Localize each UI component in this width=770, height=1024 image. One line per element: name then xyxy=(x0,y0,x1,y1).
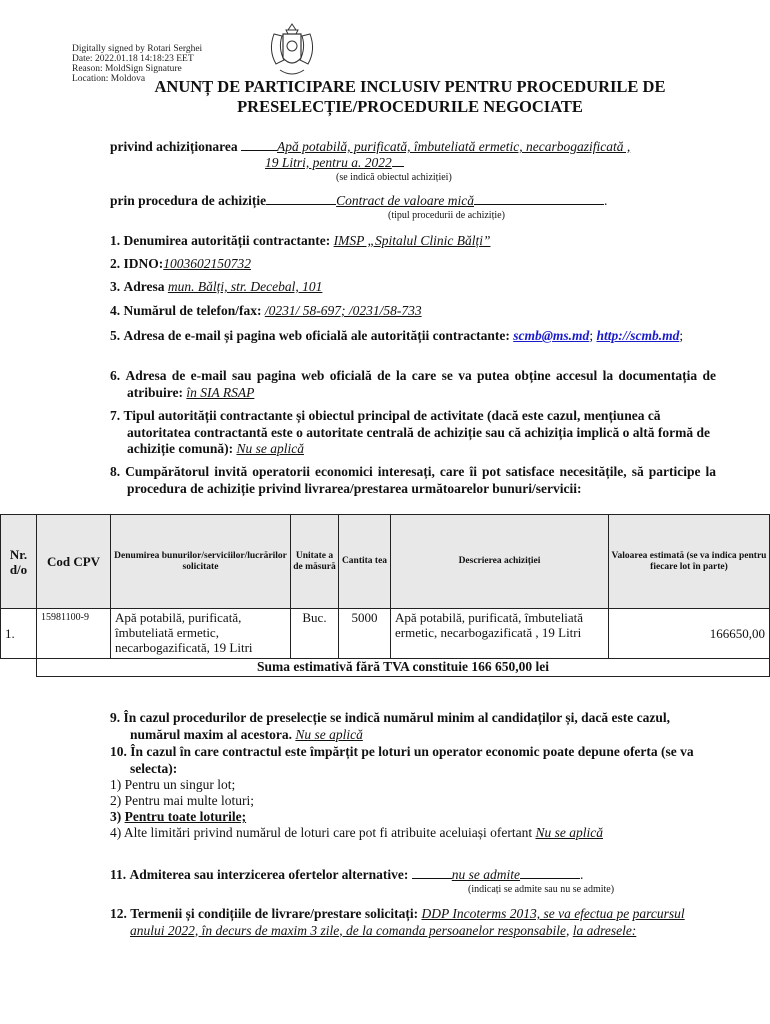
cell-valoare: 166650,00 xyxy=(609,609,770,659)
item-4 xyxy=(110,303,716,320)
item-number: 12. xyxy=(110,906,127,921)
header-cpv: Cod CPV xyxy=(37,515,111,609)
item-11-hint: (indicați se admite sau nu se admite) xyxy=(468,884,615,895)
item-label: Adresa de e-mail sau pagina web oficială de la care se va putea obține accesul la documentația de atribuire: xyxy=(125,368,716,400)
item-12 xyxy=(110,906,716,939)
blank-line xyxy=(520,878,580,879)
item-value: 1003602150732 xyxy=(163,256,251,271)
item-value: mun. Bălți, str. Decebal, 101 xyxy=(167,279,323,294)
email-link[interactable]: scmb@ms.md xyxy=(513,328,590,343)
item-label: În cazul în care contractul este împărțit pe loturi un operator economic poate depune oferta (se va selecta): xyxy=(130,744,694,776)
signature-line: Reason: MoldSign Signature xyxy=(72,64,182,74)
item-value: IMSP „Spitalul Clinic Bălți” xyxy=(333,233,491,248)
lot-option-2: 2) Pentru mai multe loturi; xyxy=(110,793,254,808)
cell-nr: 1. xyxy=(1,609,37,659)
item-value: Nu se aplică xyxy=(295,726,363,742)
item-label: Adresa de e-mail și pagina web oficială ale autorității contractante: xyxy=(123,328,510,343)
item-number: 6. xyxy=(110,368,121,383)
empty-cell xyxy=(1,659,37,677)
item-label: IDNO: xyxy=(123,256,164,271)
privind-row-2 xyxy=(265,155,404,171)
lot-option-1: 1) Pentru un singur lot; xyxy=(110,777,236,792)
item-label: Termenii și condițiile de livrare/prestare solicitați: xyxy=(130,906,419,921)
item-6 xyxy=(110,368,716,401)
header-denumire: Denumirea bunurilor/serviciilor/lucrărilor solicitate xyxy=(111,515,291,609)
item-3 xyxy=(110,279,716,296)
cell-cantitate: 5000 xyxy=(339,609,391,659)
item-value: parcursul anului 2022, în decurs de maxim 3 zile, de la comanda persoanelor responsabile, xyxy=(130,906,685,938)
item-number: 7. xyxy=(110,408,121,423)
option-text: 4) Alte limitări privind numărul de loturi care pot fi atribuite aceluiași ofertant xyxy=(110,825,533,840)
option-number: 3) xyxy=(110,809,122,824)
cell-unitate: Buc. xyxy=(291,609,339,659)
item-number: 4. xyxy=(110,303,121,318)
item-number: 9. xyxy=(110,710,121,725)
item-value: la adresele: xyxy=(572,922,637,938)
item-label: Denumirea autorității contractante: xyxy=(123,233,331,248)
option-selected: Pentru toate loturile; xyxy=(124,809,247,824)
item-5: 5. Adresa de e-mail și pagina web oficială ale autorității contractante: scmb@ms.md; http://scmb.md; xyxy=(110,328,684,343)
privind-value: Apă potabilă, purificată, îmbuteliată ermetic, necarbogazificată , xyxy=(277,139,631,154)
item-7 xyxy=(110,408,716,458)
item-value: în SIA RSAP xyxy=(186,384,255,400)
item-number: 1. xyxy=(110,233,121,248)
blank-line xyxy=(266,204,336,205)
item-label: Numărul de telefon/fax: xyxy=(123,303,262,318)
header-descriere: Descrierea achiziției xyxy=(391,515,609,609)
title-line: ANUNȚ DE PARTICIPARE INCLUSIV PENTRU PROCEDURILE DE xyxy=(154,77,666,96)
item-label: Admiterea sau interzicerea ofertelor alternative: xyxy=(129,867,409,882)
procedura-value: Contract de valoare mică xyxy=(336,193,474,208)
blank-line xyxy=(392,166,404,167)
procedura-hint: (tipul procedurii de achiziție) xyxy=(388,210,505,221)
cell-cpv: 15981100-9 xyxy=(37,609,111,659)
item-value: DDP Incoterms 2013, se va efectua pe xyxy=(421,906,630,921)
item-label: Adresa xyxy=(123,279,165,294)
item-2 xyxy=(110,256,716,273)
cell-descriere: Apă potabilă, purificată, îmbuteliată ermetic, necarbogazificată , 19 Litri xyxy=(391,609,609,659)
item-number: 3. xyxy=(110,279,121,294)
item-10 xyxy=(110,744,716,777)
item-9 xyxy=(110,710,716,743)
lot-option-4 xyxy=(110,825,603,841)
item-8 xyxy=(110,464,716,497)
item-number: 8. xyxy=(110,464,121,479)
privind-row xyxy=(110,139,720,155)
item-value: Nu se aplică xyxy=(236,441,304,456)
procurement-table xyxy=(0,514,770,677)
signature-line: Location: Moldova xyxy=(72,74,146,84)
blank-line xyxy=(241,150,277,151)
website-link[interactable]: http://scmb.md xyxy=(596,328,680,343)
item-label: În cazul procedurilor de preselecție se indică numărul minim al candidaților și, dacă este cazul, numărul maxim al acestora. xyxy=(123,710,670,742)
item-11: 11. Admiterea sau interzicerea ofertelor alternative: nu se admite . xyxy=(110,867,584,882)
procedura-label: prin procedura de achiziție xyxy=(110,193,267,208)
cell-denumire: Apă potabilă, purificată, îmbuteliată ermetic, necarbogazificată, 19 Litri xyxy=(111,609,291,659)
title-line: PRESELECȚIE/PROCEDURILE NEGOCIATE xyxy=(237,97,583,116)
signature-line: Date: 2022.01.18 14:18:23 EET xyxy=(72,54,194,64)
page-title xyxy=(90,77,730,117)
privind-label: privind achiziționarea xyxy=(110,139,238,154)
privind-value-2: 19 Litri, pentru a. 2022 xyxy=(265,155,392,170)
table-row xyxy=(1,609,770,659)
header-cantitate: Cantita tea xyxy=(339,515,391,609)
item-value: /0231/ 58-697; /0231/58-733 xyxy=(264,303,422,318)
item-1 xyxy=(110,233,716,250)
option-value: Nu se aplică xyxy=(535,825,603,840)
header-nr: Nr. d/o xyxy=(1,515,37,609)
procedura-row: prin procedura de achiziție Contract de valoare mică . xyxy=(110,193,608,208)
item-number: 5. xyxy=(110,328,121,343)
blank-line xyxy=(474,204,604,205)
signature-line: Digitally signed by Rotari Serghei xyxy=(72,44,203,54)
item-number: 10. xyxy=(110,744,127,759)
privind-hint: (se indică obiectul achiziției) xyxy=(336,172,452,183)
blank-line xyxy=(412,878,452,879)
lot-option-3 xyxy=(110,809,246,825)
header-valoare: Valoarea estimată (se va indica pentru fiecare lot în parte) xyxy=(609,515,770,609)
total-row: Suma estimativă fără TVA constituie 166 650,00 lei xyxy=(37,659,770,677)
item-number: 2. xyxy=(110,256,121,271)
header-unitate: Unitate a de măsură xyxy=(291,515,339,609)
coat-of-arms-icon xyxy=(266,20,318,82)
item-label: Tipul autorității contractante și obiectul principal de activitate (dacă este cazul, mențiunea că autoritatea contractantă este o autoritate centrală de achiziție sau că achiziția implică o altă formă de achiziție comună): xyxy=(123,408,710,456)
item-number: 11. xyxy=(110,867,127,882)
item-value: nu se admite xyxy=(451,867,521,882)
item-label: Cumpărătorul invită operatorii economici interesați, care îi pot satisface necesitățile, să participe la procedura de achiziție privind livrarea/prestarea următoarelor bunuri/servicii: xyxy=(125,464,717,496)
